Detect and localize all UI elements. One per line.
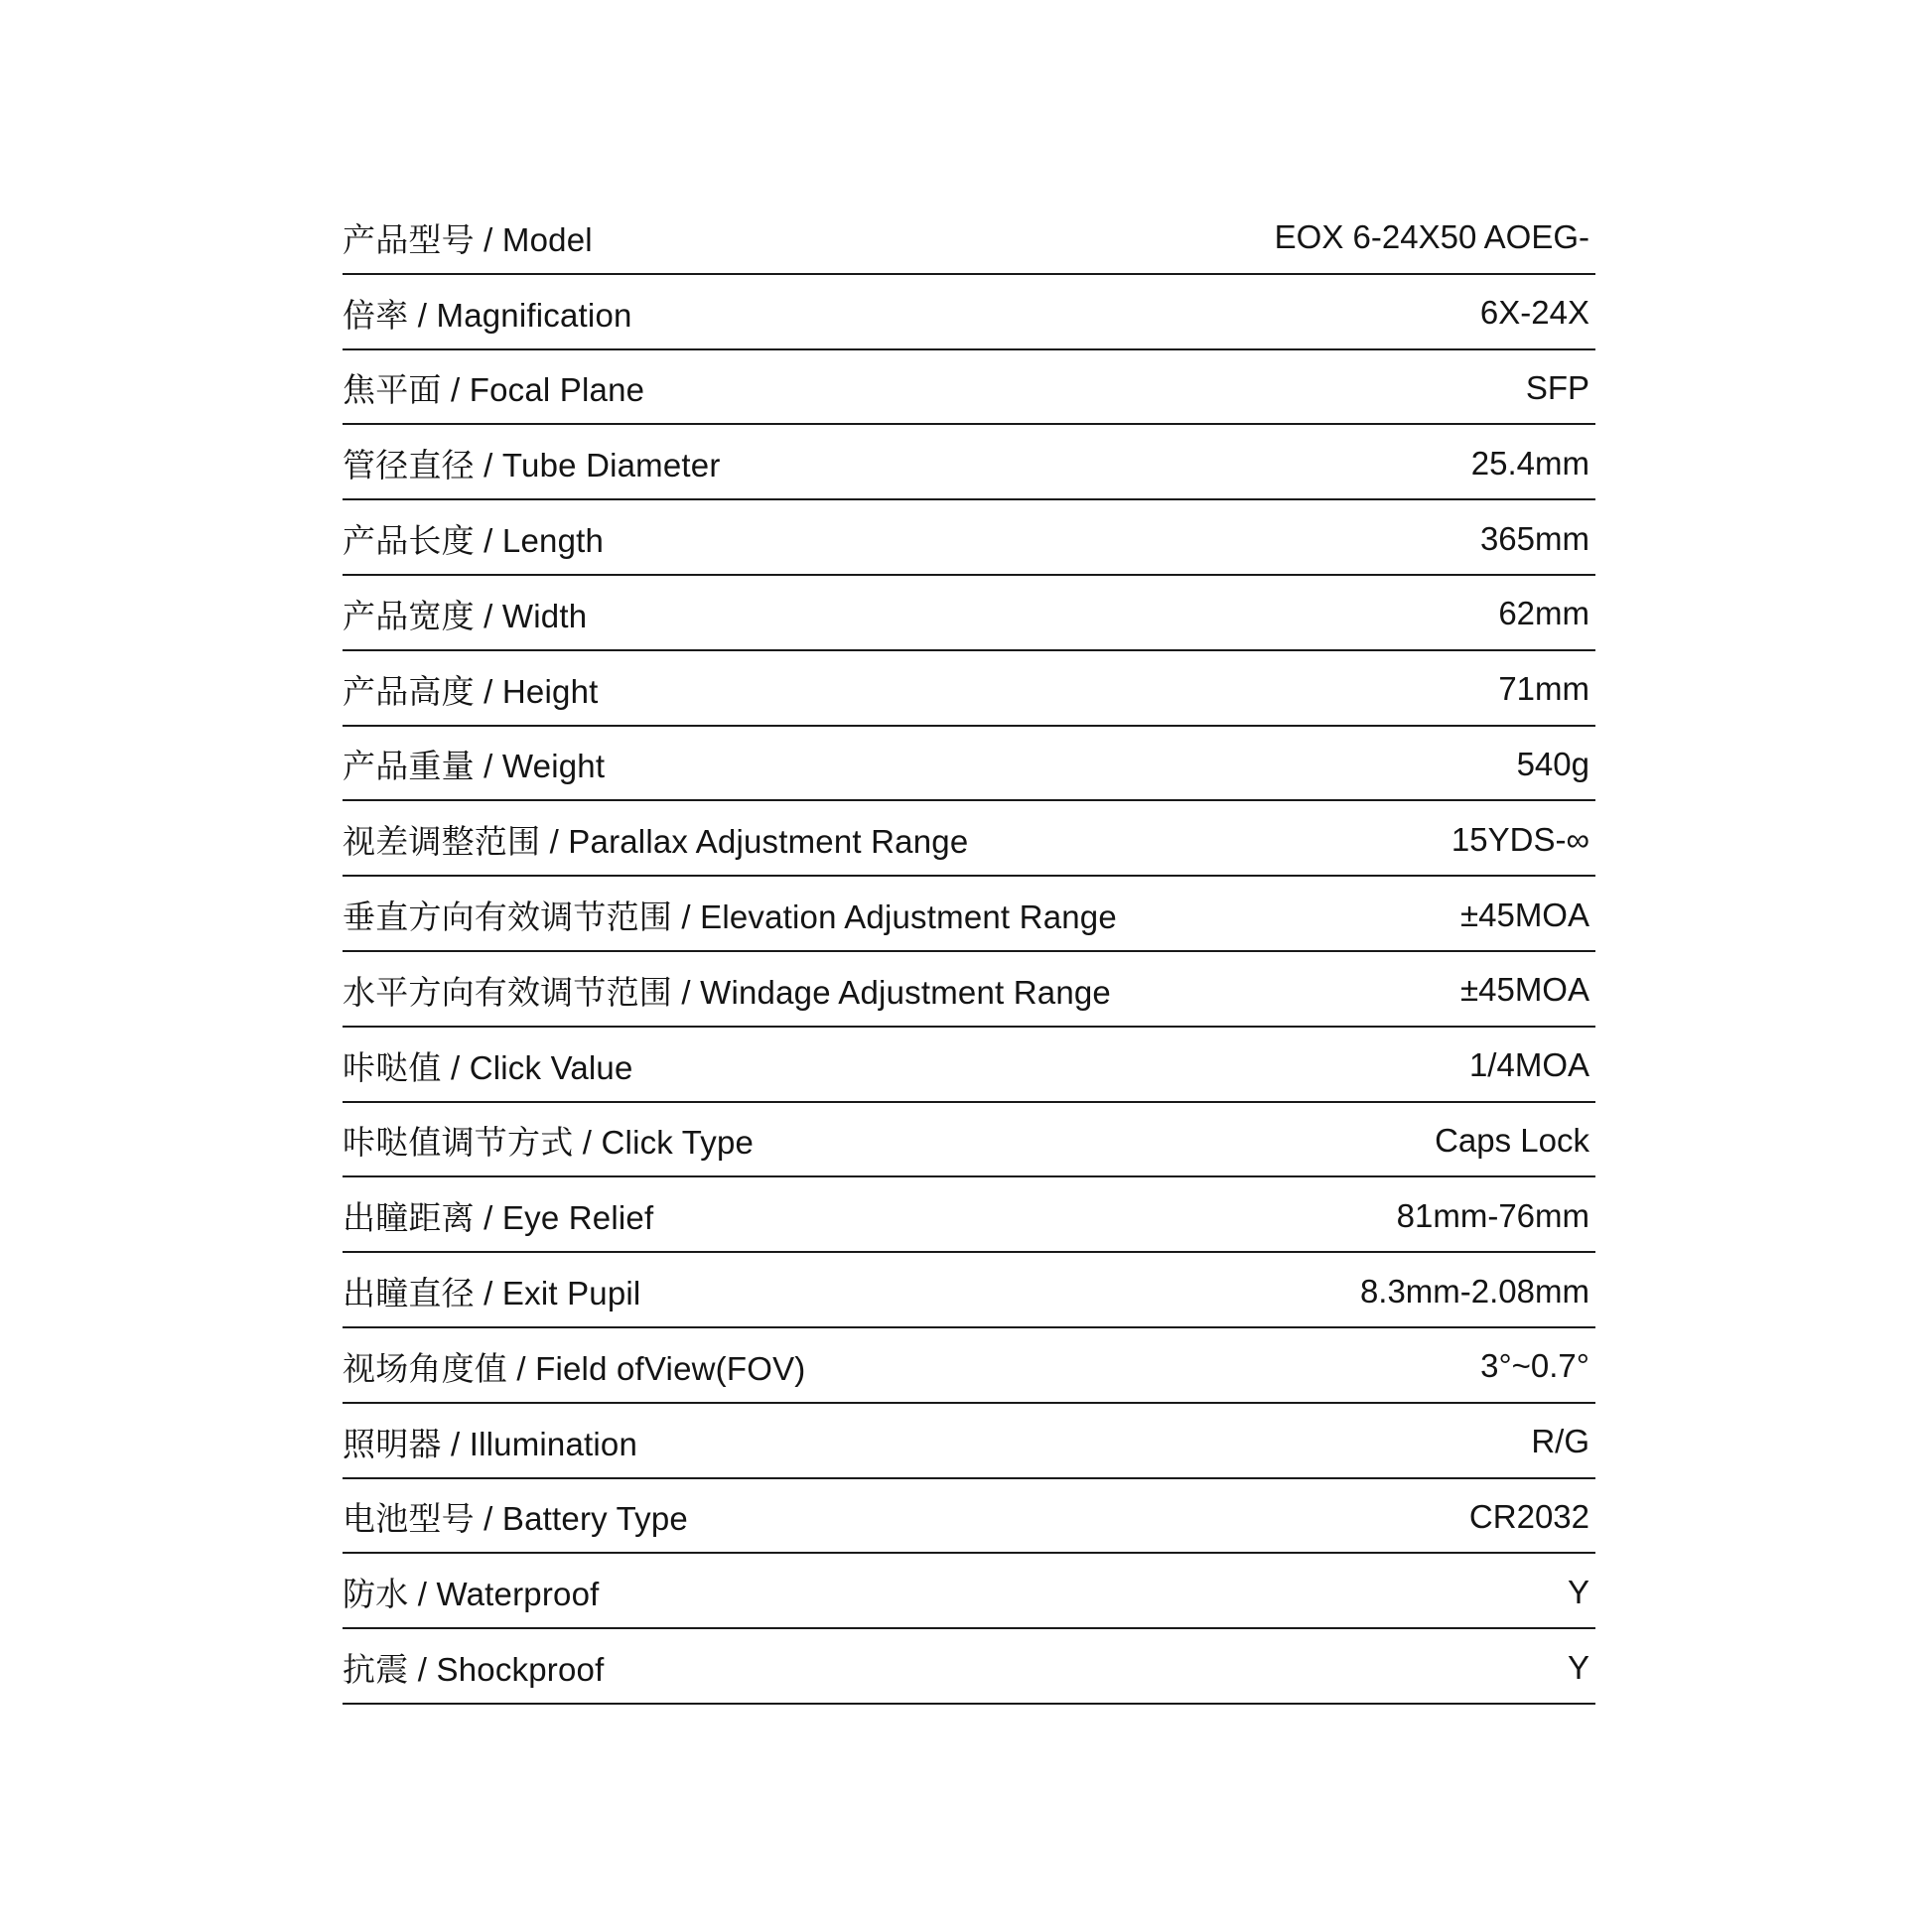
spec-row-weight (343, 727, 1595, 802)
spec-label: 咔哒值调节方式 / Click Type (343, 1124, 755, 1162)
spec-value: 1/4MOA (1468, 1046, 1589, 1084)
spec-value: 8.3mm-2.08mm (1359, 1272, 1589, 1310)
spec-row-focal-plane (343, 350, 1595, 426)
spec-row-windage-adjustment-range (343, 952, 1595, 1028)
spec-row-parallax-adjustment-range (343, 801, 1595, 877)
spec-label: 出瞳直径 / Exit Pupil (343, 1275, 641, 1312)
spec-row-illumination (343, 1404, 1595, 1479)
spec-row-height (343, 651, 1595, 727)
spec-value: 62mm (1498, 595, 1589, 632)
spec-label: 垂直方向有效调节范围 / Elevation Adjustment Range (343, 898, 1117, 936)
spec-label: 防水 / Waterproof (343, 1576, 600, 1613)
spec-label: 产品型号 / Model (343, 220, 593, 258)
spec-row-magnification (343, 275, 1595, 350)
spec-row-click-type (343, 1103, 1595, 1178)
spec-value: 365mm (1479, 519, 1589, 557)
spec-row-waterproof (343, 1554, 1595, 1629)
spec-row-shockproof (343, 1629, 1595, 1705)
spec-row-eye-relief (343, 1177, 1595, 1253)
spec-label: 产品高度 / Height (343, 672, 599, 710)
spec-row-width (343, 576, 1595, 651)
spec-value: SFP (1525, 368, 1589, 406)
spec-label: 视场角度值 / Field ofView(FOV) (343, 1349, 806, 1387)
spec-row-battery-type (343, 1479, 1595, 1555)
spec-value: 71mm (1498, 670, 1589, 708)
spec-label: 出瞳距离 / Eye Relief (343, 1199, 654, 1237)
spec-value: ±45MOA (1460, 971, 1589, 1009)
spec-row-tube-diameter (343, 425, 1595, 500)
spec-label: 产品长度 / Length (343, 522, 605, 560)
spec-label: 水平方向有效调节范围 / Windage Adjustment Range (343, 973, 1111, 1011)
spec-label: 产品重量 / Weight (343, 748, 606, 785)
spec-value: 25.4mm (1470, 444, 1589, 482)
spec-row-model (343, 200, 1595, 275)
spec-value: 540g (1516, 745, 1589, 782)
spec-value: CR2032 (1468, 1497, 1589, 1535)
spec-label: 抗震 / Shockproof (343, 1651, 605, 1689)
spec-value: 15YDS-∞ (1450, 820, 1589, 858)
spec-label: 电池型号 / Battery Type (343, 1500, 688, 1538)
spec-label: 焦平面 / Focal Plane (343, 371, 645, 409)
spec-value: Caps Lock (1435, 1121, 1589, 1159)
specification-table (343, 200, 1595, 1705)
spec-value: 81mm-76mm (1396, 1196, 1589, 1234)
spec-value: ±45MOA (1460, 896, 1589, 933)
spec-label: 视差调整范围 / Parallax Adjustment Range (343, 823, 969, 861)
spec-row-length (343, 500, 1595, 576)
spec-label: 咔哒值 / Click Value (343, 1048, 633, 1086)
spec-value: R/G (1531, 1423, 1589, 1460)
spec-value: 6X-24X (1479, 294, 1589, 332)
spec-label: 产品宽度 / Width (343, 597, 588, 634)
spec-row-click-value (343, 1028, 1595, 1103)
spec-row-exit-pupil (343, 1253, 1595, 1328)
spec-value: Y (1567, 1573, 1589, 1610)
spec-value: EOX 6-24X50 AOEG- (1274, 218, 1589, 256)
spec-label: 倍率 / Magnification (343, 296, 632, 334)
spec-label: 照明器 / Illumination (343, 1425, 638, 1462)
spec-value: Y (1567, 1648, 1589, 1686)
spec-label: 管径直径 / Tube Diameter (343, 447, 721, 484)
spec-value: 3°~0.7° (1480, 1347, 1589, 1385)
spec-row-elevation-adjustment-range (343, 877, 1595, 952)
spec-row-field-of-view (343, 1328, 1595, 1404)
